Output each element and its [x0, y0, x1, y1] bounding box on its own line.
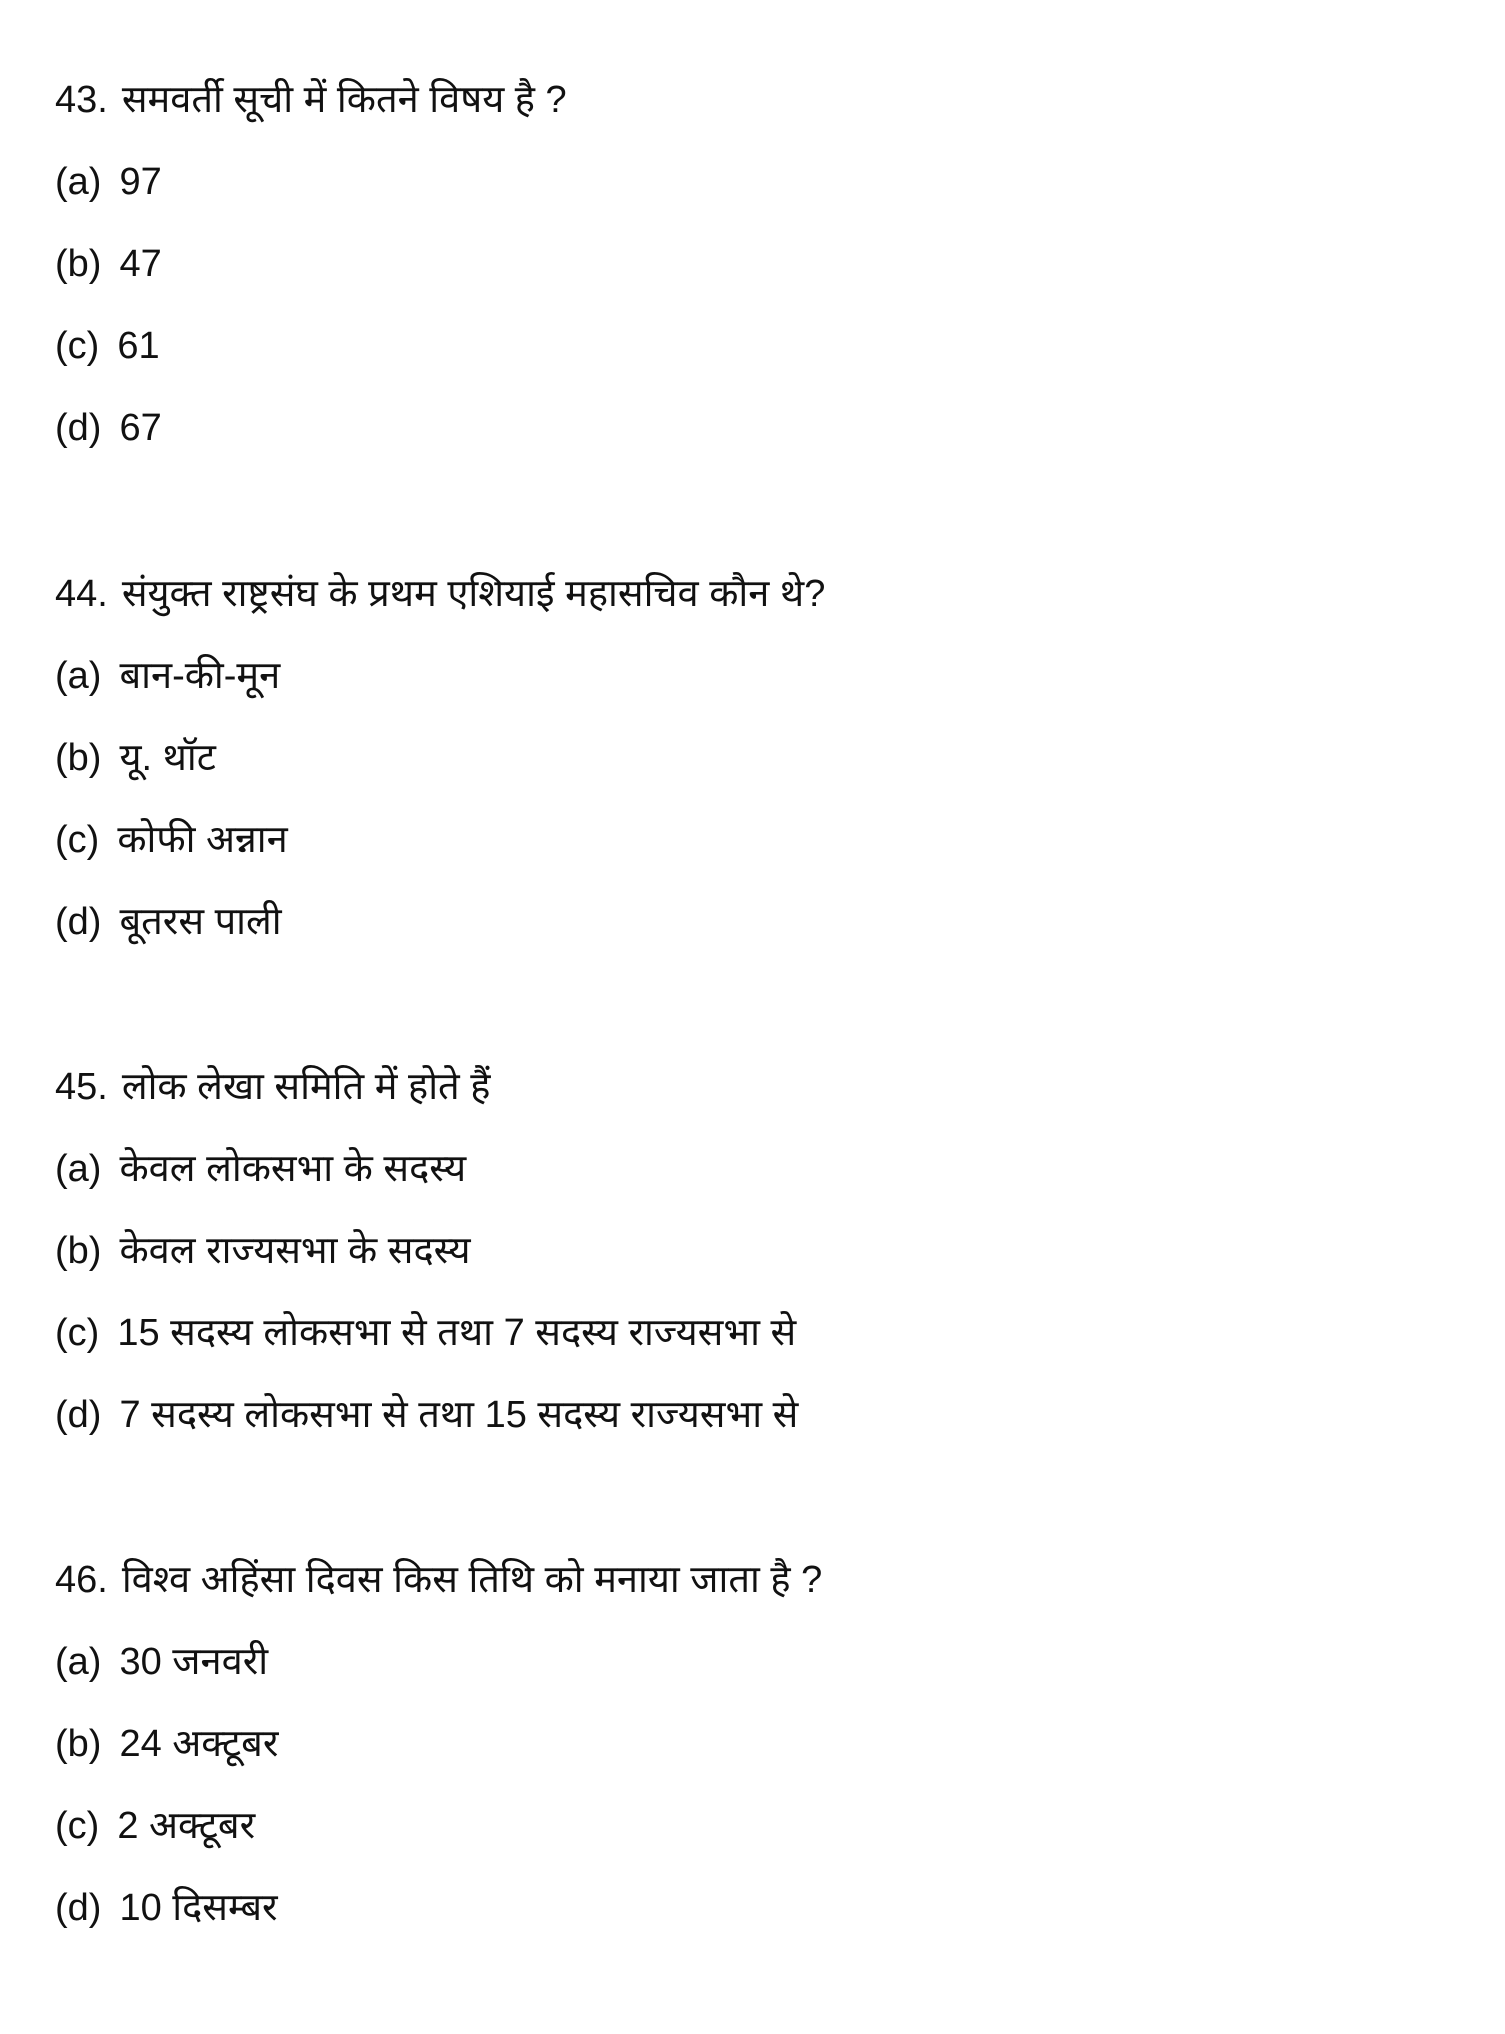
- option-label: (a): [55, 1148, 102, 1190]
- option-c[interactable]: [55, 1292, 798, 1374]
- option-a[interactable]: [55, 1128, 798, 1210]
- question-44: [55, 553, 825, 963]
- option-a[interactable]: [55, 635, 825, 717]
- option-label: (b): [55, 243, 102, 285]
- option-text: केवल लोकसभा के सदस्य: [119, 1148, 467, 1190]
- option-text: केवल राज्यसभा के सदस्य: [119, 1230, 471, 1272]
- question-text: [55, 59, 567, 141]
- option-label: (b): [55, 737, 102, 779]
- question-stem: संयुक्त राष्ट्रसंघ के प्रथम एशियाई महासचिव कौन थे?: [121, 573, 826, 615]
- option-text: 97: [119, 161, 162, 203]
- option-text: 2 अक्टूबर: [117, 1805, 256, 1847]
- option-text: 7 सदस्य लोकसभा से तथा 15 सदस्य राज्यसभा से: [119, 1394, 799, 1436]
- question-number: 45.: [55, 1066, 108, 1108]
- option-c[interactable]: [55, 305, 567, 387]
- question-number: 43.: [55, 79, 108, 121]
- question-number: 46.: [55, 1559, 108, 1601]
- option-text: यू. थॉट: [119, 737, 216, 779]
- option-text: 24 अक्टूबर: [119, 1723, 279, 1765]
- option-a[interactable]: [55, 141, 567, 223]
- option-label: (a): [55, 1641, 102, 1683]
- question-46: [55, 1539, 822, 1949]
- question-43: [55, 59, 567, 469]
- option-label: (d): [55, 901, 102, 943]
- option-b[interactable]: [55, 1210, 798, 1292]
- option-text: कोफी अन्नान: [117, 819, 288, 861]
- question-stem: समवर्ती सूची में कितने विषय है ?: [121, 79, 567, 121]
- question-stem: विश्व अहिंसा दिवस किस तिथि को मनाया जाता है ?: [121, 1559, 823, 1601]
- option-text: 30 जनवरी: [119, 1641, 269, 1683]
- option-label: (c): [55, 1312, 100, 1354]
- option-text: बूतरस पाली: [119, 901, 282, 943]
- question-stem: लोक लेखा समिति में होते हैं: [121, 1066, 491, 1108]
- option-label: (c): [55, 819, 100, 861]
- option-d[interactable]: [55, 1374, 798, 1456]
- option-text: 47: [119, 243, 162, 285]
- option-text: 61: [117, 325, 160, 367]
- question-number: 44.: [55, 573, 108, 615]
- option-label: (c): [55, 325, 100, 367]
- option-label: (b): [55, 1723, 102, 1765]
- option-label: (a): [55, 161, 102, 203]
- option-label: (c): [55, 1805, 100, 1847]
- option-d[interactable]: [55, 387, 567, 469]
- option-label: (b): [55, 1230, 102, 1272]
- question-text: [55, 1046, 798, 1128]
- option-d[interactable]: [55, 881, 825, 963]
- option-b[interactable]: [55, 717, 825, 799]
- question-text: [55, 553, 825, 635]
- option-b[interactable]: [55, 1703, 822, 1785]
- option-text: 10 दिसम्बर: [119, 1887, 278, 1929]
- option-c[interactable]: [55, 1785, 822, 1867]
- option-label: (d): [55, 1887, 102, 1929]
- option-label: (d): [55, 1394, 102, 1436]
- question-text: [55, 1539, 822, 1621]
- option-text: 15 सदस्य लोकसभा से तथा 7 सदस्य राज्यसभा से: [117, 1312, 797, 1354]
- option-text: बान-की-मून: [119, 655, 281, 697]
- option-a[interactable]: [55, 1621, 822, 1703]
- option-d[interactable]: [55, 1867, 822, 1949]
- option-label: (a): [55, 655, 102, 697]
- option-text: 67: [119, 407, 162, 449]
- option-c[interactable]: [55, 799, 825, 881]
- option-label: (d): [55, 407, 102, 449]
- option-b[interactable]: [55, 223, 567, 305]
- question-45: [55, 1046, 798, 1456]
